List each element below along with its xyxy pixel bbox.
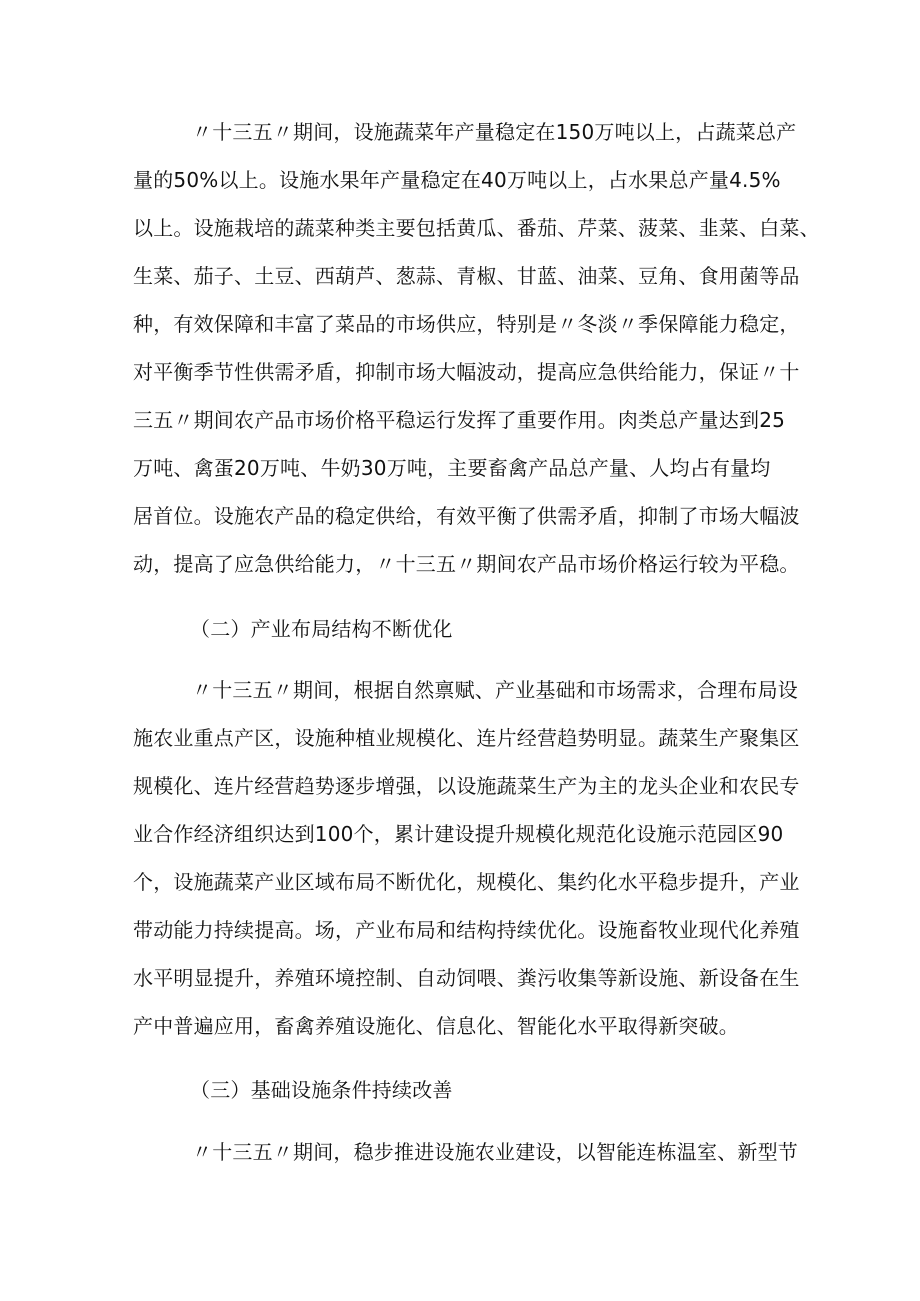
paragraph-1-line: 三五〃期间农产品市场价格平稳运行发挥了重要作用。肉类总产量达到25 — [133, 408, 786, 432]
paragraph-2-line: 水平明显提升，养殖环境控制、自动饲喂、粪污收集等新设施、新设备在生 — [133, 966, 800, 990]
paragraph-2-line: 〃十三五〃期间，根据自然禀赋、产业基础和市场需求，合理布局设 — [192, 678, 798, 702]
paragraph-1-line: 〃十三五〃期间，设施蔬菜年产量稳定在150万吨以上，占蔬菜总产 — [192, 120, 797, 144]
paragraph-1-line: 动，提高了应急供给能力，〃十三五〃期间农产品市场价格运行较为平稳。 — [133, 552, 800, 576]
paragraph-2-line: 规模化、连片经营趋势逐步增强，以设施蔬菜生产为主的龙头企业和农民专 — [133, 774, 800, 798]
paragraph-1-line: 种，有效保障和丰富了菜品的市场供应，特别是〃冬淡〃季保障能力稳定， — [133, 312, 800, 336]
section-heading-3: （三）基础设施条件持续改善 — [190, 1078, 453, 1102]
paragraph-2-line: 带动能力持续提高。场，产业布局和结构持续优化。设施畜牧业现代化养殖 — [133, 918, 800, 942]
paragraph-2-line: 产中普遍应用，畜禽养殖设施化、信息化、智能化水平取得新突破。 — [133, 1014, 739, 1038]
paragraph-1-line: 万吨、禽蛋20万吨、牛奶30万吨，主要畜禽产品总产量、人均占有量均 — [133, 456, 771, 480]
section-heading-2: （二）产业布局结构不断优化 — [190, 617, 453, 641]
paragraph-1-line: 以上。设施栽培的蔬菜种类主要包括黄瓜、番茄、芹菜、菠菜、韭菜、白菜、 — [133, 216, 820, 240]
paragraph-1-line: 量的50%以上。设施水果年产量稳定在40万吨以上，占水果总产量4.5% — [133, 168, 781, 192]
paragraph-2-line: 施农业重点产区，设施种植业规模化、连片经营趋势明显。蔬菜生产聚集区 — [133, 726, 800, 750]
paragraph-2-line: 业合作经济组织达到100个，累计建设提升规模化规范化设施示范园区90 — [133, 822, 784, 846]
paragraph-1-line: 对平衡季节性供需矛盾，抑制市场大幅波动，提高应急供给能力，保证〃十 — [133, 360, 800, 384]
paragraph-1-line: 居首位。设施农产品的稳定供给，有效平衡了供需矛盾，抑制了市场大幅波 — [133, 504, 800, 528]
paragraph-2-line: 个，设施蔬菜产业区域布局不断优化，规模化、集约化水平稳步提升，产业 — [133, 870, 800, 894]
paragraph-1-line: 生菜、茄子、土豆、西葫芦、葱蒜、青椒、甘蓝、油菜、豆角、食用菌等品 — [133, 264, 800, 288]
paragraph-3-line: 〃十三五〃期间，稳步推进设施农业建设，以智能连栋温室、新型节 — [192, 1140, 798, 1164]
